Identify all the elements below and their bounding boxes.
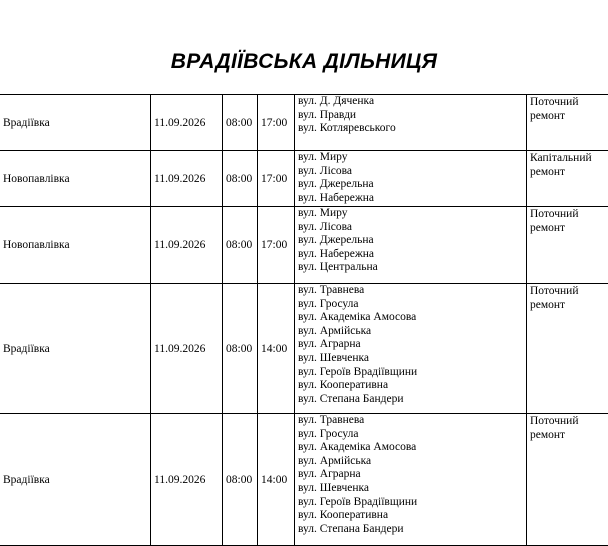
end-time-cell: 17:00 (258, 207, 295, 284)
street-item: вул. Центральна (298, 261, 523, 275)
work-type-cell: Поточний ремонт (527, 414, 608, 546)
settlement-cell: Врадіївка (0, 284, 151, 414)
end-time-cell: 17:00 (258, 151, 295, 207)
street-item: вул. Гросула (298, 428, 523, 442)
street-item: вул. Кооперативна (298, 379, 523, 393)
street-item: вул. Травнева (298, 284, 523, 298)
table-row (0, 95, 608, 151)
street-item: вул. Гросула (298, 298, 523, 312)
start-time-cell: 08:00 (223, 95, 258, 151)
street-item: вул. Степана Бандери (298, 393, 523, 407)
date-cell: 11.09.2026 (151, 95, 223, 151)
settlement-cell: Врадіївка (0, 95, 151, 151)
table-row (0, 284, 608, 414)
start-time-cell: 08:00 (223, 284, 258, 414)
date-cell: 11.09.2026 (151, 414, 223, 546)
street-item: вул. Армійська (298, 455, 523, 469)
start-time-cell: 08:00 (223, 151, 258, 207)
date-cell: 11.09.2026 (151, 207, 223, 284)
street-item: вул. Миру (298, 151, 523, 165)
street-item: вул. Лісова (298, 221, 523, 235)
streets-cell (295, 414, 527, 546)
settlement-cell: Новопавлівка (0, 207, 151, 284)
date-cell: 11.09.2026 (151, 284, 223, 414)
street-item: вул. Джерельна (298, 178, 523, 192)
street-item: вул. Армійська (298, 325, 523, 339)
end-time-cell: 14:00 (258, 414, 295, 546)
street-item: вул. Травнева (298, 414, 523, 428)
street-item: вул. Шевченка (298, 482, 523, 496)
street-item: вул. Лісова (298, 165, 523, 179)
date-cell: 11.09.2026 (151, 151, 223, 207)
street-item: вул. Академіка Амосова (298, 311, 523, 325)
streets-cell (295, 284, 527, 414)
work-type-cell: Капітальний ремонт (527, 151, 608, 207)
streets-cell (295, 151, 527, 207)
page-title: ВРАДІЇВСЬКА ДІЛЬНИЦЯ (0, 50, 608, 74)
street-item: вул. Набережна (298, 248, 523, 262)
work-type-cell: Поточний ремонт (527, 207, 608, 284)
street-item: вул. Аграрна (298, 468, 523, 482)
street-item: вул. Аграрна (298, 338, 523, 352)
street-item: вул. Степана Бандери (298, 523, 523, 537)
street-item: вул. Героїв Врадіївщини (298, 496, 523, 510)
street-item: вул. Шевченка (298, 352, 523, 366)
street-item: вул. Д. Дяченка (298, 95, 523, 109)
table-row (0, 151, 608, 207)
start-time-cell: 08:00 (223, 207, 258, 284)
end-time-cell: 14:00 (258, 284, 295, 414)
street-item: вул. Набережна (298, 192, 523, 206)
street-item: вул. Миру (298, 207, 523, 221)
outage-schedule-table (0, 94, 608, 546)
table-row (0, 414, 608, 546)
streets-cell (295, 207, 527, 284)
work-type-cell: Поточний ремонт (527, 95, 608, 151)
street-item: вул. Правди (298, 109, 523, 123)
streets-cell (295, 95, 527, 151)
street-item: вул. Кооперативна (298, 509, 523, 523)
table-row (0, 207, 608, 284)
street-item: вул. Джерельна (298, 234, 523, 248)
street-item: вул. Котляревського (298, 122, 523, 136)
street-item: вул. Академіка Амосова (298, 441, 523, 455)
end-time-cell: 17:00 (258, 95, 295, 151)
settlement-cell: Новопавлівка (0, 151, 151, 207)
start-time-cell: 08:00 (223, 414, 258, 546)
work-type-cell: Поточний ремонт (527, 284, 608, 414)
street-item: вул. Героїв Врадіївщини (298, 366, 523, 380)
settlement-cell: Врадіївка (0, 414, 151, 546)
